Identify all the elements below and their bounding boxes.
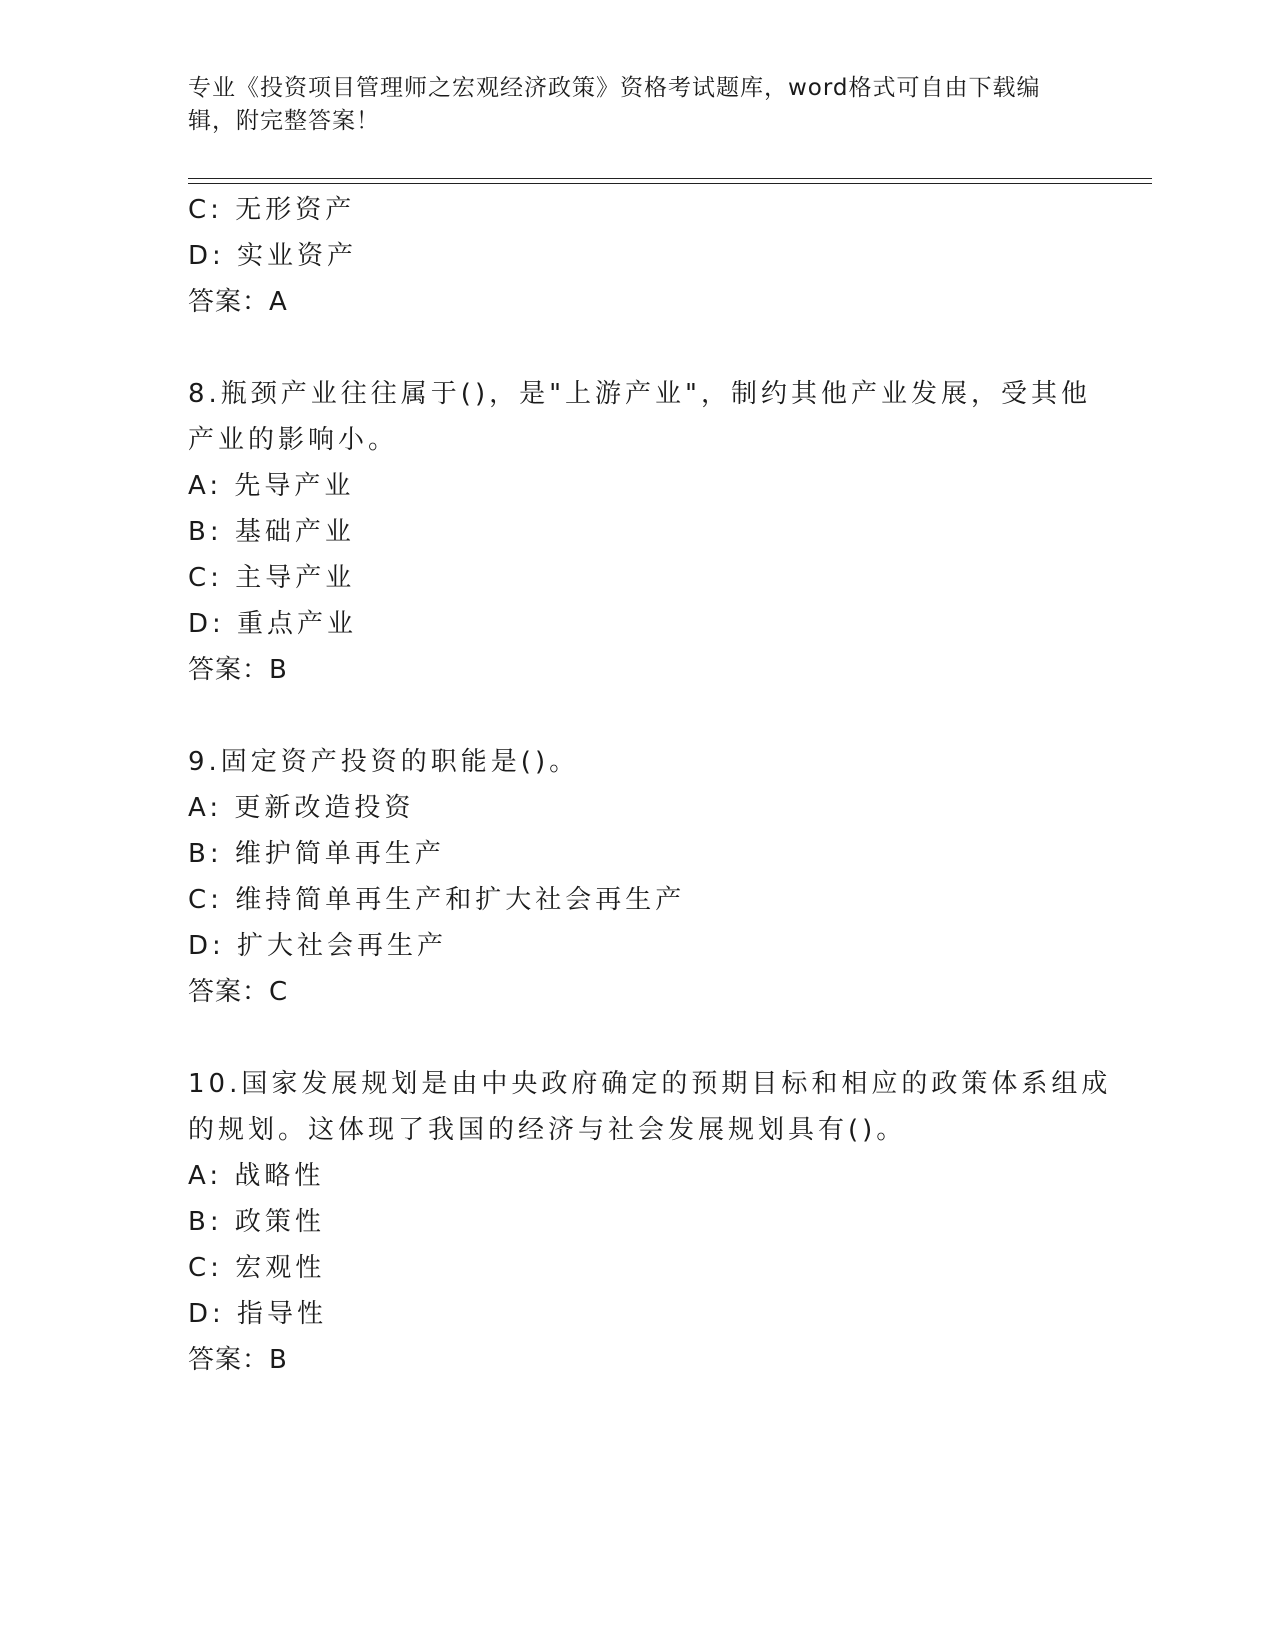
option-label: C: [188, 885, 223, 915]
question-9 [188, 739, 1108, 1015]
option-label: D: [188, 931, 225, 961]
option-text: 更新改造投资 [234, 793, 415, 823]
option-d [188, 1291, 1108, 1337]
option-label: B: [188, 839, 223, 869]
option-d [188, 923, 1108, 969]
option-a [188, 1153, 1108, 1199]
option-text: 实业资产 [237, 241, 358, 271]
document-header: 专业《投资项目管理师之宏观经济政策》资格考试题库，word格式可自由下载编辑，附完整答案！ [188, 75, 1041, 134]
option-label: C: [188, 195, 223, 225]
option-label: B: [188, 1207, 223, 1237]
option-label: A: [188, 1161, 223, 1191]
option-d [188, 233, 1108, 279]
option-b [188, 1199, 1108, 1245]
option-text: 宏观性 [235, 1253, 326, 1283]
option-text: 基础产业 [234, 517, 355, 547]
option-text: 指导性 [237, 1299, 328, 1329]
answer-line: 答案：B [188, 655, 288, 685]
question-stem-continued: 产业的影响小。 [188, 425, 399, 455]
option-text: 维护简单再生产 [234, 839, 445, 869]
question-10 [188, 1061, 1112, 1383]
option-label: A: [188, 471, 223, 501]
option-a [188, 463, 1108, 509]
option-b [188, 831, 1108, 877]
option-label: C: [188, 563, 223, 593]
previous-question-tail [188, 187, 1108, 325]
question-stem-continued: 的规划。这体现了我国的经济与社会发展规划具有()。 [188, 1115, 907, 1145]
option-text: 扩大社会再生产 [237, 931, 448, 961]
option-c [188, 877, 1108, 923]
option-text: 重点产业 [237, 609, 358, 639]
option-label: A: [188, 793, 223, 823]
option-text: 维持简单再生产和扩大社会再生产 [235, 885, 686, 915]
answer-line: 答案：B [188, 1345, 288, 1375]
option-label: D: [188, 241, 225, 271]
header-divider-top [188, 178, 1152, 179]
question-stem: 8.瓶颈产业往往属于()，是"上游产业"，制约其他产业发展，受其他 [188, 379, 1092, 409]
spacer [188, 1015, 1108, 1061]
option-a [188, 785, 1108, 831]
question-8 [188, 371, 1108, 693]
option-text: 政策性 [234, 1207, 325, 1237]
option-text: 先导产业 [234, 471, 355, 501]
option-d [188, 601, 1108, 647]
option-text: 无形资产 [235, 195, 356, 225]
option-label: D: [188, 609, 225, 639]
header-divider-bottom [188, 183, 1152, 184]
option-c [188, 1245, 1108, 1291]
option-c [188, 187, 1108, 233]
question-stem: 9.固定资产投资的职能是()。 [188, 747, 580, 777]
option-text: 战略性 [234, 1161, 325, 1191]
option-label: D: [188, 1299, 225, 1329]
spacer [188, 693, 1108, 739]
option-label: C: [188, 1253, 223, 1283]
question-list [188, 187, 1112, 1383]
answer-line: 答案：A [188, 287, 288, 317]
question-stem: 10.国家发展规划是由中央政府确定的预期目标和相应的政策体系组成 [188, 1069, 1112, 1099]
option-b [188, 509, 1108, 555]
option-text: 主导产业 [235, 563, 356, 593]
answer-line: 答案：C [188, 977, 289, 1007]
option-label: B: [188, 517, 223, 547]
spacer [188, 325, 1108, 371]
option-c [188, 555, 1108, 601]
